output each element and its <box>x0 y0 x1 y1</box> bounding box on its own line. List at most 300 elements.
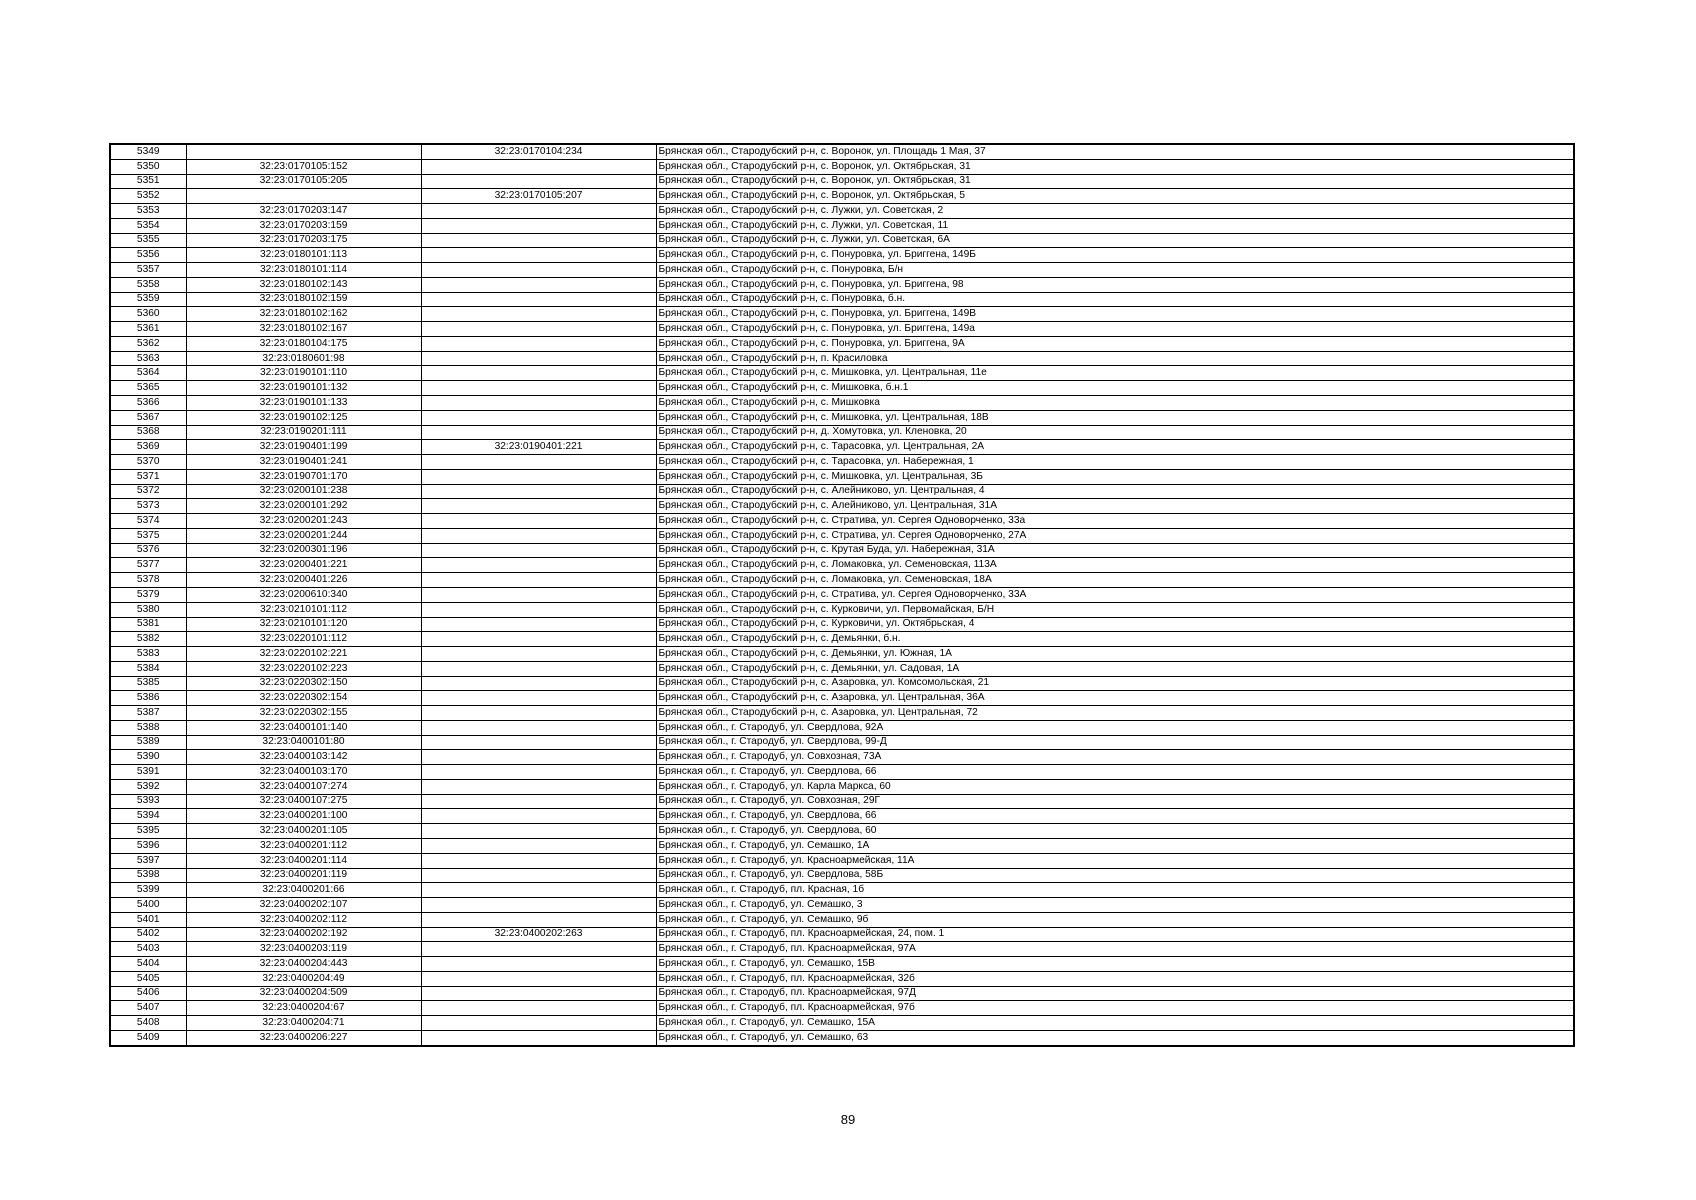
address-cell: Брянская обл., г. Стародуб, пл. Красноармейская, 97Д <box>656 986 1574 1001</box>
address-cell: Брянская обл., Стародубский р-н, с. Мишковка, б.н.1 <box>656 381 1574 396</box>
cadastral-number-secondary-cell <box>421 971 656 986</box>
cadastral-number-cell: 32:23:0400204:443 <box>186 957 421 972</box>
cadastral-number-cell: 32:23:0400107:274 <box>186 779 421 794</box>
address-cell: Брянская обл., г. Стародуб, пл. Красноармейская, 97А <box>656 942 1574 957</box>
cadastral-number-secondary-cell <box>421 838 656 853</box>
row-number-cell: 5383 <box>110 647 186 662</box>
table-row <box>110 204 1574 219</box>
address-cell: Брянская обл., Стародубский р-н, с. Мишковка, ул. Центральная, 18В <box>656 410 1574 425</box>
cadastral-number-secondary-cell <box>421 720 656 735</box>
registry-table-body <box>110 144 1574 1046</box>
cadastral-number-cell: 32:23:0400204:49 <box>186 971 421 986</box>
cadastral-number-secondary-cell <box>421 883 656 898</box>
address-cell: Брянская обл., Стародубский р-н, с. Мишковка, ул. Центральная, 11е <box>656 366 1574 381</box>
cadastral-number-secondary-cell <box>421 794 656 809</box>
cadastral-number-cell: 32:23:0400202:192 <box>186 927 421 942</box>
cadastral-number-secondary-cell <box>421 396 656 411</box>
cadastral-number-secondary-cell <box>421 1016 656 1031</box>
row-number-cell: 5388 <box>110 720 186 735</box>
cadastral-number-secondary-cell <box>421 528 656 543</box>
row-number-cell: 5374 <box>110 514 186 529</box>
address-cell: Брянская обл., г. Стародуб, пл. Красная, 1б <box>656 883 1574 898</box>
address-cell: Брянская обл., Стародубский р-н, с. Понуровка, ул. Бриггена, 98 <box>656 277 1574 292</box>
row-number-cell: 5355 <box>110 233 186 248</box>
cadastral-number-cell: 32:23:0200610:340 <box>186 587 421 602</box>
table-row <box>110 425 1574 440</box>
row-number-cell: 5359 <box>110 292 186 307</box>
address-cell: Брянская обл., г. Стародуб, ул. Семашко, 15В <box>656 957 1574 972</box>
cadastral-number-secondary-cell <box>421 632 656 647</box>
cadastral-number-cell: 32:23:0200301:196 <box>186 543 421 558</box>
cadastral-number-secondary-cell <box>421 558 656 573</box>
address-cell: Брянская обл., г. Стародуб, пл. Красноармейская, 24, пом. 1 <box>656 927 1574 942</box>
table-row <box>110 440 1574 455</box>
table-row <box>110 189 1574 204</box>
row-number-cell: 5394 <box>110 809 186 824</box>
cadastral-number-secondary-cell <box>421 277 656 292</box>
address-cell: Брянская обл., г. Стародуб, ул. Свердлова, 66 <box>656 765 1574 780</box>
table-row <box>110 292 1574 307</box>
cadastral-number-cell: 32:23:0220302:154 <box>186 691 421 706</box>
cadastral-number-cell: 32:23:0170105:205 <box>186 174 421 189</box>
cadastral-number-secondary-cell <box>421 1030 656 1045</box>
row-number-cell: 5402 <box>110 927 186 942</box>
row-number-cell: 5392 <box>110 779 186 794</box>
table-row <box>110 484 1574 499</box>
cadastral-number-cell: 32:23:0400204:71 <box>186 1016 421 1031</box>
row-number-cell: 5363 <box>110 351 186 366</box>
row-number-cell: 5401 <box>110 912 186 927</box>
row-number-cell: 5390 <box>110 750 186 765</box>
cadastral-number-secondary-cell <box>421 233 656 248</box>
address-cell: Брянская обл., Стародубский р-н, с. Понуровка, ул. Бриггена, 9А <box>656 336 1574 351</box>
table-row <box>110 838 1574 853</box>
table-row <box>110 779 1574 794</box>
table-row <box>110 366 1574 381</box>
table-row <box>110 971 1574 986</box>
address-cell: Брянская обл., Стародубский р-н, с. Понуровка, ул. Бриггена, 149Б <box>656 248 1574 263</box>
row-number-cell: 5370 <box>110 455 186 470</box>
cadastral-number-secondary-cell <box>421 735 656 750</box>
cadastral-number-cell: 32:23:0180102:159 <box>186 292 421 307</box>
table-row <box>110 765 1574 780</box>
row-number-cell: 5382 <box>110 632 186 647</box>
address-cell: Брянская обл., Стародубский р-н, с. Лужки, ул. Советская, 2 <box>656 204 1574 219</box>
cadastral-number-cell: 32:23:0400201:105 <box>186 824 421 839</box>
cadastral-number-secondary-cell <box>421 602 656 617</box>
cadastral-number-cell: 32:23:0400107:275 <box>186 794 421 809</box>
address-cell: Брянская обл., г. Стародуб, ул. Семашко, 9б <box>656 912 1574 927</box>
row-number-cell: 5362 <box>110 336 186 351</box>
row-number-cell: 5406 <box>110 986 186 1001</box>
cadastral-number-secondary-cell <box>421 676 656 691</box>
cadastral-number-secondary-cell <box>421 514 656 529</box>
row-number-cell: 5361 <box>110 322 186 337</box>
row-number-cell: 5404 <box>110 957 186 972</box>
cadastral-number-cell: 32:23:0400204:509 <box>186 986 421 1001</box>
cadastral-number-secondary-cell <box>421 307 656 322</box>
cadastral-number-secondary-cell <box>421 587 656 602</box>
cadastral-number-cell: 32:23:0170203:159 <box>186 218 421 233</box>
table-row <box>110 647 1574 662</box>
table-row <box>110 853 1574 868</box>
cadastral-number-secondary-cell <box>421 779 656 794</box>
row-number-cell: 5385 <box>110 676 186 691</box>
row-number-cell: 5377 <box>110 558 186 573</box>
address-cell: Брянская обл., г. Стародуб, ул. Красноармейская, 11А <box>656 853 1574 868</box>
cadastral-number-secondary-cell <box>421 248 656 263</box>
cadastral-number-cell: 32:23:0200401:221 <box>186 558 421 573</box>
row-number-cell: 5369 <box>110 440 186 455</box>
table-row <box>110 469 1574 484</box>
table-row <box>110 661 1574 676</box>
page-number: 89 <box>840 1112 856 1127</box>
table-row <box>110 824 1574 839</box>
table-row <box>110 602 1574 617</box>
registry-table <box>109 143 1575 1047</box>
cadastral-number-cell: 32:23:0200401:226 <box>186 573 421 588</box>
cadastral-number-cell: 32:23:0400103:170 <box>186 765 421 780</box>
row-number-cell: 5367 <box>110 410 186 425</box>
table-row <box>110 942 1574 957</box>
cadastral-number-secondary-cell <box>421 484 656 499</box>
address-cell: Брянская обл., г. Стародуб, пл. Красноармейская, 32б <box>656 971 1574 986</box>
table-row <box>110 248 1574 263</box>
address-cell: Брянская обл., Стародубский р-н, с. Курковичи, ул. Первомайская, Б/Н <box>656 602 1574 617</box>
cadastral-number-secondary-cell <box>421 809 656 824</box>
table-row <box>110 957 1574 972</box>
cadastral-number-cell: 32:23:0180101:114 <box>186 263 421 278</box>
address-cell: Брянская обл., г. Стародуб, ул. Семашко, 15А <box>656 1016 1574 1031</box>
cadastral-number-cell <box>186 144 421 159</box>
cadastral-number-cell: 32:23:0170105:152 <box>186 159 421 174</box>
table-row <box>110 927 1574 942</box>
address-cell: Брянская обл., г. Стародуб, ул. Семашко, 3 <box>656 898 1574 913</box>
row-number-cell: 5372 <box>110 484 186 499</box>
cadastral-number-cell: 32:23:0180102:167 <box>186 322 421 337</box>
cadastral-number-secondary-cell: 32:23:0190401:221 <box>421 440 656 455</box>
cadastral-number-secondary-cell <box>421 499 656 514</box>
table-row <box>110 322 1574 337</box>
cadastral-number-secondary-cell <box>421 366 656 381</box>
address-cell: Брянская обл., Стародубский р-н, с. Крутая Буда, ул. Набережная, 31А <box>656 543 1574 558</box>
address-cell: Брянская обл., г. Стародуб, ул. Свердлова, 58Б <box>656 868 1574 883</box>
cadastral-number-secondary-cell: 32:23:0170104:234 <box>421 144 656 159</box>
row-number-cell: 5360 <box>110 307 186 322</box>
address-cell: Брянская обл., г. Стародуб, ул. Свердлова, 99-Д <box>656 735 1574 750</box>
cadastral-number-cell: 32:23:0190101:133 <box>186 396 421 411</box>
address-cell: Брянская обл., Стародубский р-н, с. Демьянки, б.н. <box>656 632 1574 647</box>
address-cell: Брянская обл., Стародубский р-н, с. Стратива, ул. Сергея Одноворченко, 33а <box>656 514 1574 529</box>
table-row <box>110 676 1574 691</box>
table-row <box>110 410 1574 425</box>
address-cell: Брянская обл., г. Стародуб, ул. Карла Маркса, 60 <box>656 779 1574 794</box>
cadastral-number-cell: 32:23:0400204:67 <box>186 1001 421 1016</box>
table-row <box>110 1030 1574 1045</box>
cadastral-number-cell: 32:23:0220302:155 <box>186 706 421 721</box>
row-number-cell: 5350 <box>110 159 186 174</box>
cadastral-number-secondary-cell <box>421 986 656 1001</box>
row-number-cell: 5356 <box>110 248 186 263</box>
cadastral-number-cell: 32:23:0190102:125 <box>186 410 421 425</box>
cadastral-number-cell: 32:23:0190101:110 <box>186 366 421 381</box>
table-row <box>110 706 1574 721</box>
address-cell: Брянская обл., Стародубский р-н, с. Воронок, ул. Площадь 1 Мая, 37 <box>656 144 1574 159</box>
cadastral-number-cell: 32:23:0220102:221 <box>186 647 421 662</box>
table-row <box>110 1001 1574 1016</box>
cadastral-number-cell: 32:23:0190201:111 <box>186 425 421 440</box>
row-number-cell: 5387 <box>110 706 186 721</box>
cadastral-number-cell: 32:23:0400101:140 <box>186 720 421 735</box>
cadastral-number-secondary-cell <box>421 292 656 307</box>
cadastral-number-cell: 32:23:0180102:162 <box>186 307 421 322</box>
table-row <box>110 455 1574 470</box>
cadastral-number-secondary-cell <box>421 691 656 706</box>
address-cell: Брянская обл., Стародубский р-н, с. Демьянки, ул. Садовая, 1А <box>656 661 1574 676</box>
cadastral-number-cell: 32:23:0400203:119 <box>186 942 421 957</box>
table-row <box>110 898 1574 913</box>
cadastral-number-cell: 32:23:0400201:119 <box>186 868 421 883</box>
address-cell: Брянская обл., Стародубский р-н, с. Понуровка, б.н. <box>656 292 1574 307</box>
address-cell: Брянская обл., Стародубский р-н, с. Мишковка <box>656 396 1574 411</box>
cadastral-number-secondary-cell <box>421 617 656 632</box>
cadastral-number-secondary-cell <box>421 942 656 957</box>
table-row <box>110 720 1574 735</box>
row-number-cell: 5354 <box>110 218 186 233</box>
cadastral-number-cell: 32:23:0200201:244 <box>186 528 421 543</box>
address-cell: Брянская обл., Стародубский р-н, с. Азаровка, ул. Центральная, 72 <box>656 706 1574 721</box>
cadastral-number-cell: 32:23:0190401:199 <box>186 440 421 455</box>
address-cell: Брянская обл., Стародубский р-н, с. Демьянки, ул. Южная, 1А <box>656 647 1574 662</box>
table-row <box>110 1016 1574 1031</box>
row-number-cell: 5351 <box>110 174 186 189</box>
row-number-cell: 5353 <box>110 204 186 219</box>
address-cell: Брянская обл., Стародубский р-н, с. Тарасовка, ул. Набережная, 1 <box>656 455 1574 470</box>
cadastral-number-secondary-cell <box>421 912 656 927</box>
cadastral-number-secondary-cell <box>421 1001 656 1016</box>
cadastral-number-secondary-cell <box>421 853 656 868</box>
row-number-cell: 5375 <box>110 528 186 543</box>
address-cell: Брянская обл., Стародубский р-н, п. Красиловка <box>656 351 1574 366</box>
cadastral-number-secondary-cell: 32:23:0170105:207 <box>421 189 656 204</box>
row-number-cell: 5358 <box>110 277 186 292</box>
cadastral-number-cell: 32:23:0210101:120 <box>186 617 421 632</box>
address-cell: Брянская обл., Стародубский р-н, с. Понуровка, Б/н <box>656 263 1574 278</box>
address-cell: Брянская обл., Стародубский р-н, с. Тарасовка, ул. Центральная, 2А <box>656 440 1574 455</box>
table-row <box>110 307 1574 322</box>
address-cell: Брянская обл., г. Стародуб, ул. Семашко, 1А <box>656 838 1574 853</box>
cadastral-number-secondary-cell <box>421 647 656 662</box>
address-cell: Брянская обл., г. Стародуб, ул. Свердлова, 66 <box>656 809 1574 824</box>
row-number-cell: 5407 <box>110 1001 186 1016</box>
row-number-cell: 5365 <box>110 381 186 396</box>
cadastral-number-cell: 32:23:0400202:107 <box>186 898 421 913</box>
address-cell: Брянская обл., Стародубский р-н, с. Воронок, ул. Октябрьская, 31 <box>656 159 1574 174</box>
cadastral-number-cell: 32:23:0220101:112 <box>186 632 421 647</box>
cadastral-number-secondary-cell <box>421 159 656 174</box>
table-row <box>110 986 1574 1001</box>
cadastral-number-secondary-cell <box>421 174 656 189</box>
row-number-cell: 5399 <box>110 883 186 898</box>
address-cell: Брянская обл., Стародубский р-н, с. Алейниково, ул. Центральная, 31А <box>656 499 1574 514</box>
cadastral-number-cell: 32:23:0190101:132 <box>186 381 421 396</box>
cadastral-number-secondary-cell <box>421 455 656 470</box>
address-cell: Брянская обл., Стародубский р-н, с. Понуровка, ул. Бриггена, 149а <box>656 322 1574 337</box>
cadastral-number-secondary-cell <box>421 543 656 558</box>
cadastral-number-cell: 32:23:0400201:100 <box>186 809 421 824</box>
row-number-cell: 5403 <box>110 942 186 957</box>
table-row <box>110 396 1574 411</box>
row-number-cell: 5349 <box>110 144 186 159</box>
row-number-cell: 5408 <box>110 1016 186 1031</box>
address-cell: Брянская обл., Стародубский р-н, с. Стратива, ул. Сергея Одноворченко, 33А <box>656 587 1574 602</box>
cadastral-number-cell <box>186 189 421 204</box>
address-cell: Брянская обл., Стародубский р-н, с. Стратива, ул. Сергея Одноворченко, 27А <box>656 528 1574 543</box>
table-row <box>110 351 1574 366</box>
row-number-cell: 5384 <box>110 661 186 676</box>
table-row <box>110 912 1574 927</box>
row-number-cell: 5391 <box>110 765 186 780</box>
cadastral-number-secondary-cell <box>421 868 656 883</box>
cadastral-number-secondary-cell <box>421 824 656 839</box>
cadastral-number-secondary-cell <box>421 706 656 721</box>
cadastral-number-secondary-cell <box>421 218 656 233</box>
cadastral-number-secondary-cell <box>421 750 656 765</box>
table-row <box>110 381 1574 396</box>
table-row <box>110 794 1574 809</box>
cadastral-number-cell: 32:23:0190701:170 <box>186 469 421 484</box>
address-cell: Брянская обл., Стародубский р-н, с. Азаровка, ул. Комсомольская, 21 <box>656 676 1574 691</box>
table-row <box>110 528 1574 543</box>
table-row <box>110 573 1574 588</box>
row-number-cell: 5386 <box>110 691 186 706</box>
address-cell: Брянская обл., Стародубский р-н, с. Воронок, ул. Октябрьская, 31 <box>656 174 1574 189</box>
row-number-cell: 5378 <box>110 573 186 588</box>
address-cell: Брянская обл., Стародубский р-н, с. Лужки, ул. Советская, 11 <box>656 218 1574 233</box>
cadastral-number-cell: 32:23:0400202:112 <box>186 912 421 927</box>
address-cell: Брянская обл., Стародубский р-н, с. Лужки, ул. Советская, 6А <box>656 233 1574 248</box>
cadastral-number-cell: 32:23:0180601:98 <box>186 351 421 366</box>
cadastral-number-secondary-cell <box>421 336 656 351</box>
cadastral-number-secondary-cell <box>421 957 656 972</box>
cadastral-number-secondary-cell <box>421 381 656 396</box>
cadastral-number-secondary-cell <box>421 204 656 219</box>
cadastral-number-cell: 32:23:0400201:112 <box>186 838 421 853</box>
table-row <box>110 735 1574 750</box>
table-row <box>110 587 1574 602</box>
cadastral-number-secondary-cell <box>421 765 656 780</box>
cadastral-number-secondary-cell <box>421 469 656 484</box>
address-cell: Брянская обл., Стародубский р-н, с. Мишковка, ул. Центральная, 3Б <box>656 469 1574 484</box>
row-number-cell: 5373 <box>110 499 186 514</box>
cadastral-number-cell: 32:23:0170203:147 <box>186 204 421 219</box>
cadastral-number-cell: 32:23:0400201:114 <box>186 853 421 868</box>
table-row <box>110 750 1574 765</box>
cadastral-number-cell: 32:23:0200201:243 <box>186 514 421 529</box>
cadastral-number-cell: 32:23:0220302:150 <box>186 676 421 691</box>
row-number-cell: 5398 <box>110 868 186 883</box>
cadastral-number-secondary-cell <box>421 898 656 913</box>
address-cell: Брянская обл., Стародубский р-н, с. Алейниково, ул. Центральная, 4 <box>656 484 1574 499</box>
row-number-cell: 5371 <box>110 469 186 484</box>
cadastral-number-cell: 32:23:0180102:143 <box>186 277 421 292</box>
table-row <box>110 883 1574 898</box>
cadastral-number-cell: 32:23:0170203:175 <box>186 233 421 248</box>
cadastral-number-cell: 32:23:0210101:112 <box>186 602 421 617</box>
cadastral-number-secondary-cell <box>421 573 656 588</box>
table-row <box>110 174 1574 189</box>
row-number-cell: 5400 <box>110 898 186 913</box>
address-cell: Брянская обл., г. Стародуб, ул. Совхозная, 29Г <box>656 794 1574 809</box>
cadastral-number-cell: 32:23:0220102:223 <box>186 661 421 676</box>
table-row <box>110 809 1574 824</box>
address-cell: Брянская обл., Стародубский р-н, с. Понуровка, ул. Бриггена, 149В <box>656 307 1574 322</box>
row-number-cell: 5393 <box>110 794 186 809</box>
cadastral-number-secondary-cell: 32:23:0400202:263 <box>421 927 656 942</box>
table-row <box>110 263 1574 278</box>
row-number-cell: 5397 <box>110 853 186 868</box>
table-row <box>110 632 1574 647</box>
table-row <box>110 277 1574 292</box>
row-number-cell: 5380 <box>110 602 186 617</box>
row-number-cell: 5379 <box>110 587 186 602</box>
address-cell: Брянская обл., г. Стародуб, пл. Красноармейская, 97б <box>656 1001 1574 1016</box>
cadastral-number-secondary-cell <box>421 263 656 278</box>
row-number-cell: 5376 <box>110 543 186 558</box>
cadastral-number-secondary-cell <box>421 661 656 676</box>
row-number-cell: 5381 <box>110 617 186 632</box>
row-number-cell: 5364 <box>110 366 186 381</box>
row-number-cell: 5409 <box>110 1030 186 1045</box>
table-row <box>110 218 1574 233</box>
cadastral-number-cell: 32:23:0200101:292 <box>186 499 421 514</box>
cadastral-number-cell: 32:23:0190401:241 <box>186 455 421 470</box>
table-row <box>110 543 1574 558</box>
row-number-cell: 5405 <box>110 971 186 986</box>
row-number-cell: 5395 <box>110 824 186 839</box>
cadastral-number-cell: 32:23:0400201:66 <box>186 883 421 898</box>
cadastral-number-cell: 32:23:0180101:113 <box>186 248 421 263</box>
cadastral-number-secondary-cell <box>421 425 656 440</box>
row-number-cell: 5352 <box>110 189 186 204</box>
cadastral-number-cell: 32:23:0180104:175 <box>186 336 421 351</box>
table-row <box>110 617 1574 632</box>
address-cell: Брянская обл., Стародубский р-н, с. Воронок, ул. Октябрьская, 5 <box>656 189 1574 204</box>
cadastral-number-secondary-cell <box>421 351 656 366</box>
address-cell: Брянская обл., Стародубский р-н, с. Азаровка, ул. Центральная, 36А <box>656 691 1574 706</box>
table-row <box>110 159 1574 174</box>
address-cell: Брянская обл., Стародубский р-н, с. Ломаковка, ул. Семеновская, 18А <box>656 573 1574 588</box>
cadastral-number-secondary-cell <box>421 410 656 425</box>
row-number-cell: 5366 <box>110 396 186 411</box>
address-cell: Брянская обл., г. Стародуб, ул. Свердлова, 60 <box>656 824 1574 839</box>
address-cell: Брянская обл., г. Стародуб, ул. Семашко, 63 <box>656 1030 1574 1045</box>
table-row <box>110 499 1574 514</box>
cadastral-number-secondary-cell <box>421 322 656 337</box>
cadastral-number-cell: 32:23:0200101:238 <box>186 484 421 499</box>
address-cell: Брянская обл., Стародубский р-н, с. Курковичи, ул. Октябрьская, 4 <box>656 617 1574 632</box>
table-row <box>110 336 1574 351</box>
table-row <box>110 558 1574 573</box>
table-row <box>110 691 1574 706</box>
cadastral-number-cell: 32:23:0400101:80 <box>186 735 421 750</box>
address-cell: Брянская обл., Стародубский р-н, д. Хомутовка, ул. Кленовка, 20 <box>656 425 1574 440</box>
table-row <box>110 144 1574 159</box>
address-cell: Брянская обл., Стародубский р-н, с. Ломаковка, ул. Семеновская, 113А <box>656 558 1574 573</box>
row-number-cell: 5396 <box>110 838 186 853</box>
cadastral-number-cell: 32:23:0400206:227 <box>186 1030 421 1045</box>
table-row <box>110 233 1574 248</box>
